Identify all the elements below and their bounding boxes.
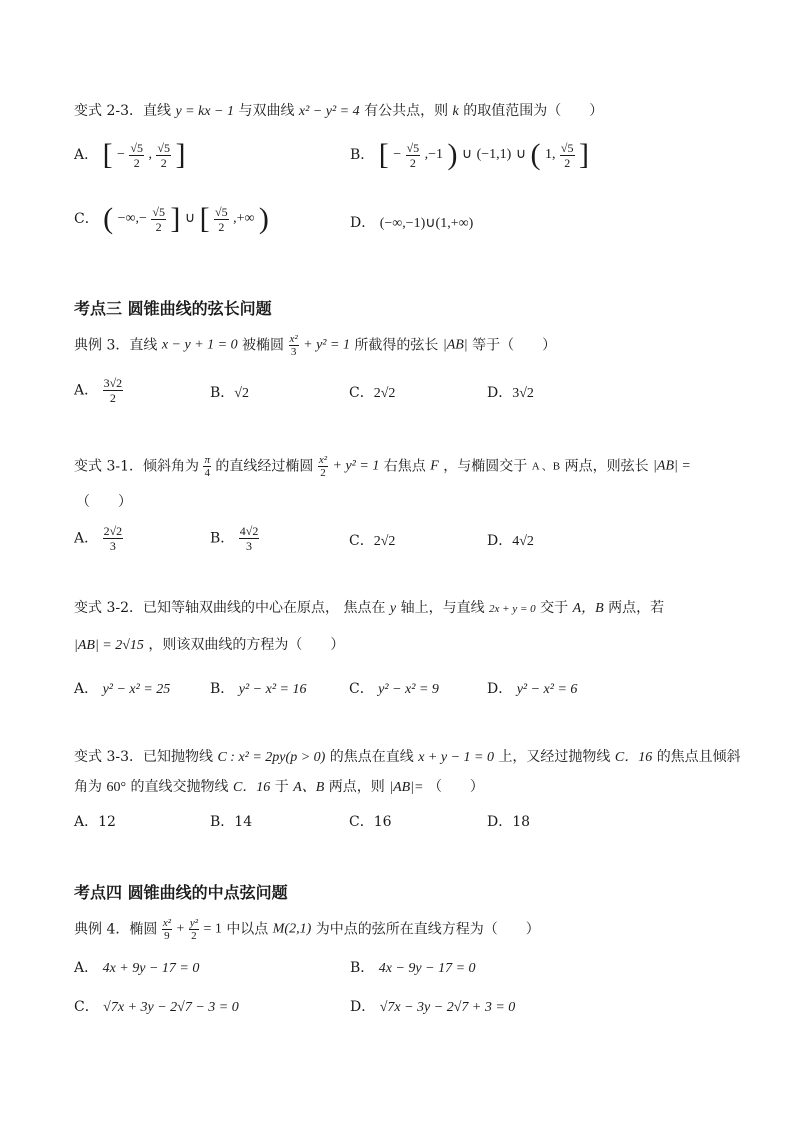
union: ∪ <box>515 147 527 162</box>
val: ,+∞ <box>233 211 255 226</box>
fraction <box>406 141 421 170</box>
text: 右焦点 <box>383 458 426 475</box>
fraction <box>151 205 166 234</box>
option-b[interactable]: B．14 <box>210 814 253 830</box>
option-a[interactable] <box>74 376 123 405</box>
option-text: (−∞,−1)∪(1,+∞) <box>379 216 474 231</box>
equation: = 1 <box>203 921 222 937</box>
option-a[interactable] <box>74 140 185 170</box>
den: 9 <box>162 929 172 942</box>
option-c[interactable] <box>74 997 239 1018</box>
option-text: √2 <box>234 386 249 401</box>
option-d[interactable] <box>487 679 577 700</box>
text: 的焦点在直线 <box>329 749 414 765</box>
q-label: 变式 3-3．已知抛物线 <box>74 749 213 765</box>
var: A 、B <box>531 460 561 473</box>
option-d[interactable]: D．18 <box>487 814 531 830</box>
example-3 <box>74 333 556 358</box>
option-text: 4x − 9y − 17 = 0 <box>378 961 476 976</box>
equation: x² − y² = 4 <box>298 104 360 119</box>
bracket: ] <box>578 138 589 171</box>
den: 2 <box>560 155 575 170</box>
question-3-1 <box>74 454 691 479</box>
bracket: ( <box>530 138 541 171</box>
text: 两点，若 <box>608 600 665 616</box>
option-text: 2√2 <box>373 534 396 549</box>
answer-paren: （ ） <box>76 494 132 510</box>
option-b[interactable] <box>210 524 259 553</box>
num: 4√2 <box>239 524 259 538</box>
var: |AB| = <box>653 458 691 474</box>
den: 2 <box>406 155 421 170</box>
option-letter: C． <box>74 211 99 227</box>
var: A、B <box>293 780 325 795</box>
union: ∪ <box>461 147 473 162</box>
var: y <box>389 601 397 616</box>
num: x² <box>318 454 328 466</box>
text: 角为 <box>74 779 102 795</box>
question-3-3-cont <box>74 777 484 798</box>
bracket: ) <box>258 202 269 235</box>
option-text: √7x − 3y − 2√7 + 3 = 0 <box>379 1000 516 1015</box>
num: x² <box>289 333 298 345</box>
text: 轴上，与直线 <box>400 600 485 616</box>
question-3-2 <box>74 598 664 619</box>
option-letter: B． <box>350 147 375 163</box>
option-a[interactable] <box>74 679 170 700</box>
option-c[interactable] <box>74 204 269 234</box>
option-letter: D． <box>350 215 376 231</box>
den: 3 <box>103 538 124 553</box>
num: √5 <box>130 140 143 155</box>
option-a[interactable]: A．12 <box>74 814 116 830</box>
equation: x + y − 1 = 0 <box>418 750 494 765</box>
den: 2 <box>189 929 199 942</box>
fraction <box>103 376 124 405</box>
option-text: 4x + 9y − 17 = 0 <box>102 961 200 976</box>
equation: x − y + 1 = 0 <box>161 337 238 353</box>
option-letter: D． <box>350 999 376 1015</box>
fraction <box>214 205 229 234</box>
den: 2 <box>151 219 166 234</box>
option-letter: A． <box>74 530 99 547</box>
option-letter: B． <box>210 681 235 697</box>
sign: + <box>176 921 185 937</box>
var: C．16 <box>232 780 271 795</box>
sign: − <box>117 147 125 162</box>
text: 被椭圆 <box>242 337 285 354</box>
q-label: 典例 3．直线 <box>74 337 158 354</box>
fraction <box>156 141 171 170</box>
bracket: ] <box>170 202 181 235</box>
option-letter: B． <box>210 530 235 547</box>
sep: , <box>148 147 152 162</box>
text: 的直线经过椭圆 <box>215 458 314 475</box>
var: |AB| <box>442 337 468 353</box>
num: √5 <box>152 204 165 219</box>
union: ∪ <box>184 211 196 226</box>
val: 1, <box>544 147 556 162</box>
bracket: ] <box>175 138 186 171</box>
equation: + y² = 1 <box>303 337 350 353</box>
option-letter: D． <box>487 681 513 697</box>
section-title: 考点三 圆锥曲线的弦长问题 <box>74 299 272 318</box>
var: A，B <box>572 601 604 616</box>
option-letter: C． <box>349 681 374 697</box>
interval: (−1,1) <box>476 147 512 162</box>
text: 等于（ ） <box>472 337 557 354</box>
var: C．16 <box>614 750 653 765</box>
fraction <box>560 141 575 170</box>
text: 上，又经过抛物线 <box>498 749 611 765</box>
question-2-3 <box>74 101 603 122</box>
option-text: √7x + 3y − 2√7 − 3 = 0 <box>103 1000 239 1015</box>
option-c[interactable] <box>349 531 395 552</box>
option-a[interactable] <box>74 958 199 979</box>
text: 为中点的弦所在直线方程为（ ） <box>315 921 540 938</box>
text: 与双曲线 <box>238 103 295 119</box>
value: 60° <box>106 780 127 795</box>
text: 有公共点，则 <box>364 103 449 119</box>
num: √5 <box>560 140 574 155</box>
bracket: ( <box>103 202 114 235</box>
num: 2√2 <box>103 524 123 538</box>
num: √5 <box>157 140 170 155</box>
num: x² <box>162 917 171 929</box>
option-text: y² − x² = 16 <box>238 682 307 697</box>
text: 两点，则 <box>328 779 385 795</box>
option-b[interactable] <box>210 383 249 404</box>
den: 2 <box>214 219 229 234</box>
option-b[interactable] <box>210 679 306 700</box>
option-letter: C． <box>74 999 99 1015</box>
num: y² <box>189 917 198 929</box>
option-letter: D． <box>487 533 513 549</box>
option-c[interactable] <box>349 383 395 404</box>
sep: , <box>424 147 429 162</box>
option-letter: C． <box>349 385 374 401</box>
option-letter: A． <box>74 147 99 163</box>
num: √5 <box>215 204 228 219</box>
equation: + y² = 1 <box>332 458 380 474</box>
option-text: y² − x² = 9 <box>378 682 439 697</box>
num: 3√2 <box>103 376 123 390</box>
equation: y = kx − 1 <box>175 104 234 119</box>
q-label: 变式 3-2．已知等轴双曲线的中心在原点， 焦点在 <box>74 600 386 616</box>
option-letter: A． <box>74 681 99 697</box>
option-d[interactable] <box>350 213 473 234</box>
fraction <box>162 917 172 942</box>
section-title: 考点四 圆锥曲线的中点弦问题 <box>74 883 288 902</box>
den: 2 <box>318 466 328 479</box>
var: k <box>452 104 459 119</box>
option-text: y² − x² = 6 <box>516 682 578 697</box>
bracket: [ <box>199 202 210 235</box>
option-letter: C． <box>349 533 374 549</box>
option-b[interactable] <box>350 140 589 170</box>
den: 4 <box>204 467 210 479</box>
option-d[interactable] <box>350 997 515 1018</box>
text: 两点，则弦长 <box>564 458 649 475</box>
option-text: y² − x² = 25 <box>102 682 171 697</box>
num: √5 <box>406 140 420 155</box>
val: −1 <box>428 147 444 162</box>
option-letter: B． <box>210 385 235 401</box>
fraction <box>103 524 124 553</box>
equation: |AB| = 2√15 <box>74 638 144 653</box>
option-letter: B． <box>350 960 375 976</box>
fraction <box>289 333 299 358</box>
equation: 2x + y = 0 <box>489 603 536 615</box>
option-d[interactable] <box>487 383 534 404</box>
option-text: 4√2 <box>512 534 534 549</box>
text: 的直线交抛物线 <box>130 779 229 795</box>
den: 2 <box>129 155 144 170</box>
text: （ ） <box>427 779 484 795</box>
question-3-2-cont <box>74 635 344 656</box>
option-d[interactable] <box>487 531 534 552</box>
q-label: 变式 2-3．直线 <box>74 103 171 119</box>
q-label: 变式 3-1．倾斜角为 <box>74 458 199 475</box>
fraction <box>239 524 260 553</box>
option-letter: D． <box>487 385 513 401</box>
option-text: 2√2 <box>373 386 396 401</box>
equation: C : x² = 2py(p > 0) <box>217 750 326 765</box>
den: 3 <box>239 538 260 553</box>
option-b[interactable] <box>350 958 476 979</box>
den: 3 <box>289 345 299 358</box>
text: ，与椭圆交于 <box>443 458 528 475</box>
option-letter: A． <box>74 960 99 976</box>
option-a[interactable] <box>74 524 123 553</box>
bracket: [ <box>102 138 113 171</box>
fraction <box>318 454 328 479</box>
bracket: [ <box>378 138 389 171</box>
text: 中以点 <box>226 921 269 938</box>
den: 2 <box>156 155 171 170</box>
val: −∞,− <box>117 211 147 226</box>
option-letter: A． <box>74 382 99 399</box>
var: M(2,1) <box>272 921 312 937</box>
text: ，则该双曲线的方程为（ ） <box>148 637 345 653</box>
bracket: ) <box>447 138 458 171</box>
text: 的取值范围为（ ） <box>463 103 604 119</box>
option-c[interactable]: C．16 <box>349 814 392 830</box>
q-label: 典例 4．椭圆 <box>74 921 158 938</box>
text: 于 <box>274 779 289 795</box>
den: 2 <box>103 390 124 405</box>
example-4 <box>74 917 540 942</box>
option-c[interactable] <box>349 679 439 700</box>
var: |AB|= <box>389 780 424 795</box>
option-text: 3√2 <box>512 386 534 401</box>
var: F <box>430 458 439 474</box>
num: π <box>204 454 210 466</box>
fraction <box>129 141 144 170</box>
fraction <box>189 917 199 942</box>
text: 的焦点且倾斜 <box>656 749 741 765</box>
text: 所截得的弦长 <box>354 337 439 354</box>
question-3-3 <box>74 747 741 768</box>
text: 交于 <box>540 600 569 616</box>
sign: − <box>393 147 402 162</box>
fraction <box>203 454 211 479</box>
